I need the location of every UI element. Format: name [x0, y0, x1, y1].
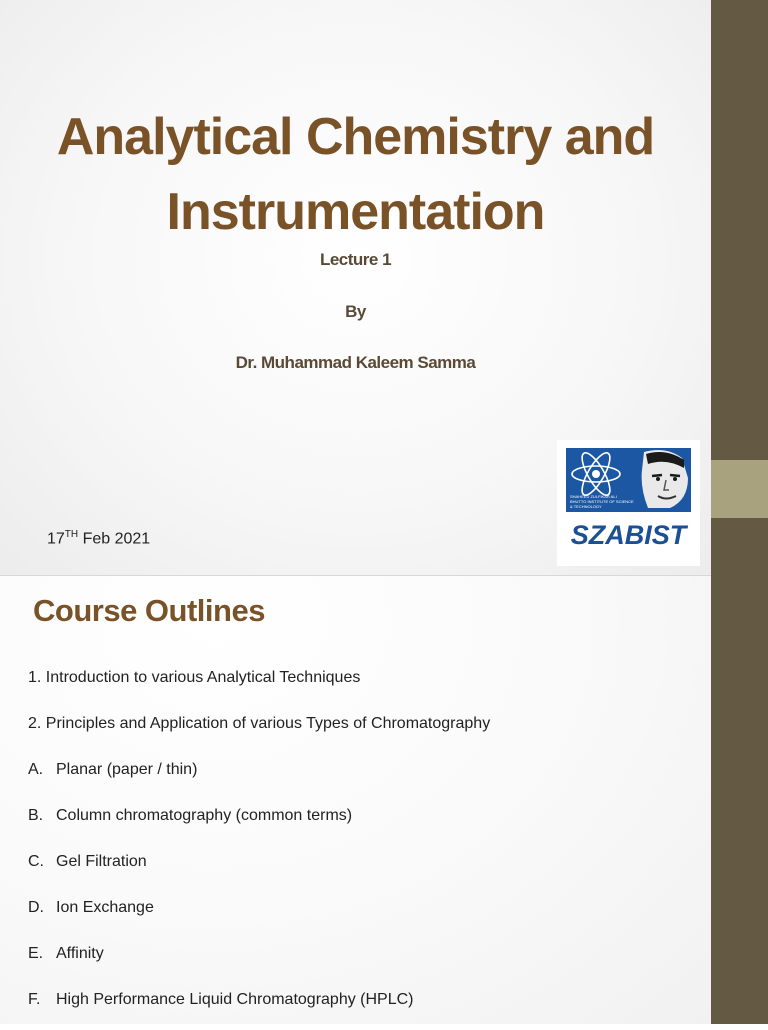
outline-item	[28, 846, 490, 892]
date-day: 17	[47, 530, 65, 548]
szabist-logo	[557, 440, 700, 566]
outline-item-text: Affinity	[56, 945, 104, 962]
outline-item	[28, 938, 490, 984]
outline-item	[28, 892, 490, 938]
outline-item	[28, 662, 490, 708]
slide-title	[0, 100, 711, 250]
outline-title: Course Outlines	[33, 593, 265, 628]
outline-item	[28, 708, 490, 754]
logo-emblem	[566, 448, 691, 512]
title-line-2: Instrumentation	[166, 183, 545, 241]
title-line-1: Analytical Chemistry and	[56, 108, 655, 166]
outline-item-marker: E.	[28, 945, 44, 962]
lecture-label: Lecture 1	[319, 250, 392, 269]
logo-small-text: SHAHEED ZULFIKAR ALI BHUTTO INSTITUTE OF SCIENCE & TECHNOLOGY	[570, 494, 634, 509]
by-label: By	[345, 302, 366, 321]
outline-item-marker: F.	[28, 991, 41, 1008]
date-suffix: TH	[64, 529, 79, 540]
sidebar-accent-block	[711, 460, 768, 518]
outline-item-text: Column chromatography (common terms)	[56, 807, 353, 824]
outline-item-text: High Performance Liquid Chromatography (HPLC)	[56, 991, 414, 1008]
outline-item-text: 1. Introduction to various Analytical Techniques	[28, 669, 361, 686]
outline-item-marker: C.	[28, 853, 44, 870]
outline-item	[28, 754, 490, 800]
outline-item-marker: D.	[28, 899, 44, 916]
outline-item-marker: B.	[28, 807, 44, 824]
author-name: Dr. Muhammad Kaleem Samma	[235, 353, 476, 372]
outline-item-text: Ion Exchange	[56, 899, 154, 916]
outline-item-text: Gel Filtration	[56, 853, 147, 870]
outline-item	[28, 984, 490, 1030]
presentation-date	[47, 529, 150, 548]
outline-item-marker: A.	[28, 761, 44, 778]
date-rest: Feb 2021	[78, 530, 151, 548]
outline-item-text: Planar (paper / thin)	[56, 761, 198, 778]
outline-item	[28, 800, 490, 846]
logo-wordmark: SZABIST	[570, 520, 687, 550]
outline-list	[28, 662, 490, 1030]
outline-item-text: 2. Principles and Application of various Types of Chromatography	[28, 715, 491, 732]
